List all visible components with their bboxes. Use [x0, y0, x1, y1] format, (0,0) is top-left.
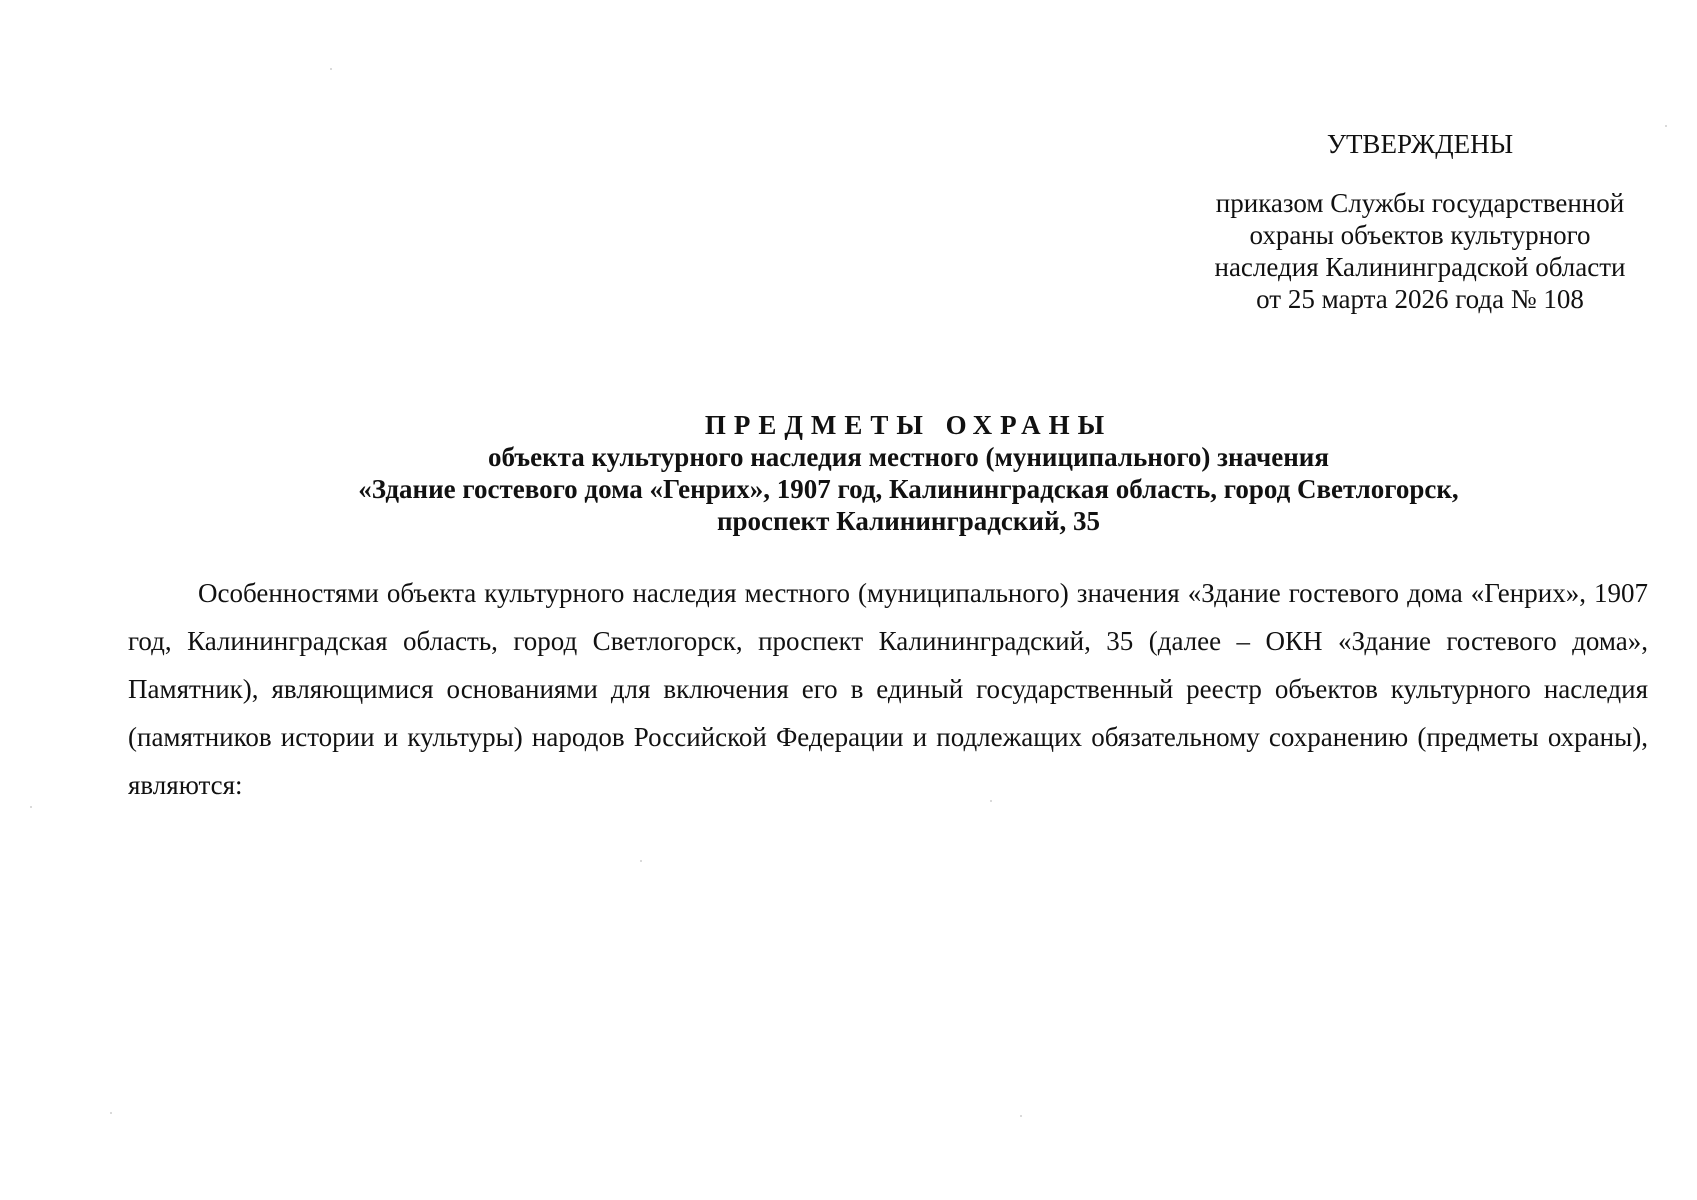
- approval-line: наследия Калининградской области: [1214, 252, 1626, 282]
- approval-line: охраны объектов культурного: [1249, 220, 1591, 250]
- scan-speck: [110, 1112, 112, 1114]
- scan-speck: [990, 800, 992, 802]
- approval-line: приказом Службы государственной: [1215, 188, 1625, 218]
- scan-speck: [30, 806, 32, 808]
- approval-line: от 25 марта 2026 года № 108: [1256, 284, 1584, 314]
- title-main: ПРЕДМЕТЫ ОХРАНЫ: [704, 410, 1113, 440]
- scan-speck: [640, 860, 642, 862]
- title-line: объекта культурного наследия местного (муниципального) значения: [488, 442, 1329, 472]
- approval-stamp: [1190, 128, 1650, 315]
- title-line: проспект Калининградский, 35: [716, 506, 1101, 536]
- scan-speck: [1020, 1115, 1022, 1117]
- scan-speck: [1665, 125, 1667, 127]
- title-line: «Здание гостевого дома «Генрих», 1907 год, Калининградская область, город Светлогорск,: [358, 474, 1459, 504]
- document-title: [60, 409, 1697, 537]
- approval-heading: УТВЕРЖДЕНЫ: [1326, 129, 1514, 159]
- body-paragraph: Особенностями объекта культурного наследия местного (муниципального) значения «Здание гостевого дома «Генрих», 1907 год, Калининградская область, город Светлогорск, проспект Калининградский, 35 (далее – ОКН «Здание гостевого дома», Памятник), являющимися основаниями для включения его в единый государственный реестр объектов культурного наследия (памятников истории и культуры) народов Российской Федерации и подлежащих обязательному сохранению (предметы охраны), являются:: [128, 578, 1648, 800]
- scan-speck: [330, 68, 332, 70]
